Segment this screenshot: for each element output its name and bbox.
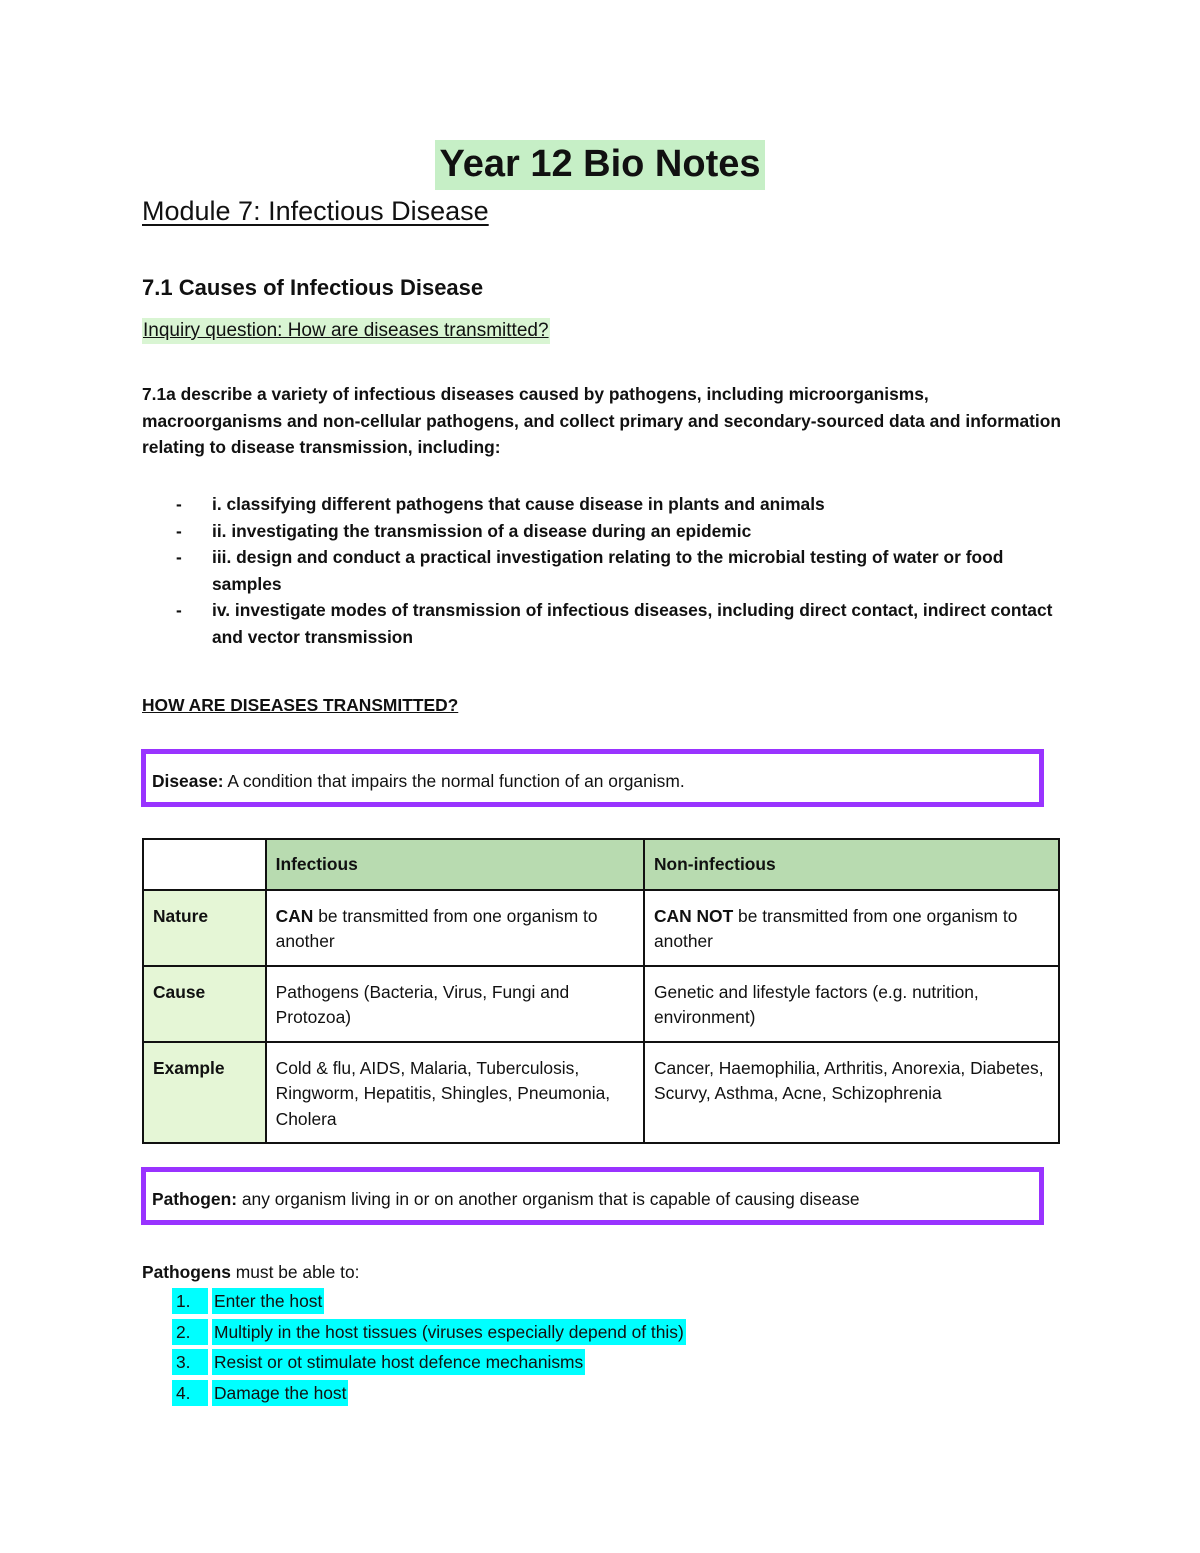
- list-item: [142, 1347, 686, 1378]
- list-item: - iv. investigate modes of transmission of infectious diseases, including direct contact, indirect contact and vector transmission: [142, 597, 1062, 650]
- table-cell: Genetic and lifestyle factors (e.g. nutrition, environment): [644, 966, 1059, 1042]
- dash-bullet: -: [176, 547, 182, 567]
- row-label: Cause: [143, 966, 266, 1042]
- highlighted-text: Enter the host: [212, 1288, 324, 1314]
- highlighted-text: Multiply in the host tissues (viruses especially depend of this): [212, 1319, 686, 1345]
- table-cell: Cold & flu, AIDS, Malaria, Tuberculosis, Ringworm, Hepatitis, Shingles, Pneumonia, Cholera: [266, 1042, 644, 1144]
- comparison-table: [142, 838, 1060, 1144]
- list-item: [142, 1286, 686, 1317]
- pathogen-definition-box: [141, 1167, 1044, 1225]
- list-number: 3.: [176, 1352, 191, 1372]
- row-label: Example: [143, 1042, 266, 1144]
- row-label: Nature: [143, 890, 266, 966]
- list-item: - i. classifying different pathogens that cause disease in plants and animals: [142, 491, 1062, 518]
- table-header-row: [143, 839, 1059, 890]
- table-header-cell: Infectious: [266, 839, 644, 890]
- table-cell: CAN NOT be transmitted from one organism to another: [644, 890, 1059, 966]
- table-cell: Pathogens (Bacteria, Virus, Fungi and Protozoa): [266, 966, 644, 1042]
- module-heading: Module 7: Infectious Disease: [142, 196, 489, 226]
- dash-bullet: -: [176, 494, 182, 514]
- table-row: [143, 890, 1059, 966]
- table-header-cell: Non-infectious: [644, 839, 1059, 890]
- highlighted-text: Damage the host: [212, 1380, 348, 1406]
- title-wrapper: [0, 140, 1200, 190]
- learning-outcome: 7.1a describe a variety of infectious diseases caused by pathogens, including microorganisms, macroorganisms and non-cellular pathogens, and collect primary and secondary-sourced data and information relating to disease transmission, including:: [142, 384, 1062, 457]
- inquiry-question: Inquiry question: How are diseases transmitted?: [142, 318, 550, 344]
- section-heading: 7.1 Causes of Infectious Disease: [142, 275, 484, 300]
- outcome-subpoints: [142, 491, 1062, 650]
- list-item: [142, 1378, 686, 1409]
- definition-text: A condition that impairs the normal function of an organism.: [223, 771, 685, 791]
- definition-term: Disease:: [152, 771, 224, 791]
- pathogen-requirements-intro: Pathogens must be able to:: [142, 1262, 360, 1282]
- table-header-cell: [143, 839, 266, 890]
- list-item: - ii. investigating the transmission of a disease during an epidemic: [142, 518, 1062, 545]
- table-cell: CAN be transmitted from one organism to another: [266, 890, 644, 966]
- definition-term: Pathogen:: [152, 1189, 238, 1209]
- pathogen-requirements-list: [142, 1286, 686, 1408]
- list-number: 4.: [176, 1382, 191, 1403]
- list-item: [142, 1317, 686, 1348]
- dash-bullet: -: [176, 520, 182, 541]
- table-cell: Cancer, Haemophilia, Arthritis, Anorexia, Diabetes, Scurvy, Asthma, Acne, Schizophrenia: [644, 1042, 1059, 1144]
- list-number: 2.: [176, 1321, 191, 1342]
- document-title: Year 12 Bio Notes: [435, 140, 764, 190]
- table-row: [143, 1042, 1059, 1144]
- dash-bullet: -: [176, 600, 182, 620]
- table-row: [143, 966, 1059, 1042]
- definition-text: any organism living in or on another organism that is capable of causing disease: [237, 1189, 860, 1209]
- disease-definition-box: [141, 749, 1044, 807]
- highlighted-text: Resist or ot stimulate host defence mechanisms: [212, 1349, 585, 1375]
- transmission-heading: HOW ARE DISEASES TRANSMITTED?: [142, 695, 459, 715]
- list-number: 1.: [176, 1291, 191, 1311]
- list-item: - iii. design and conduct a practical investigation relating to the microbial testing of water or food samples: [142, 544, 1062, 597]
